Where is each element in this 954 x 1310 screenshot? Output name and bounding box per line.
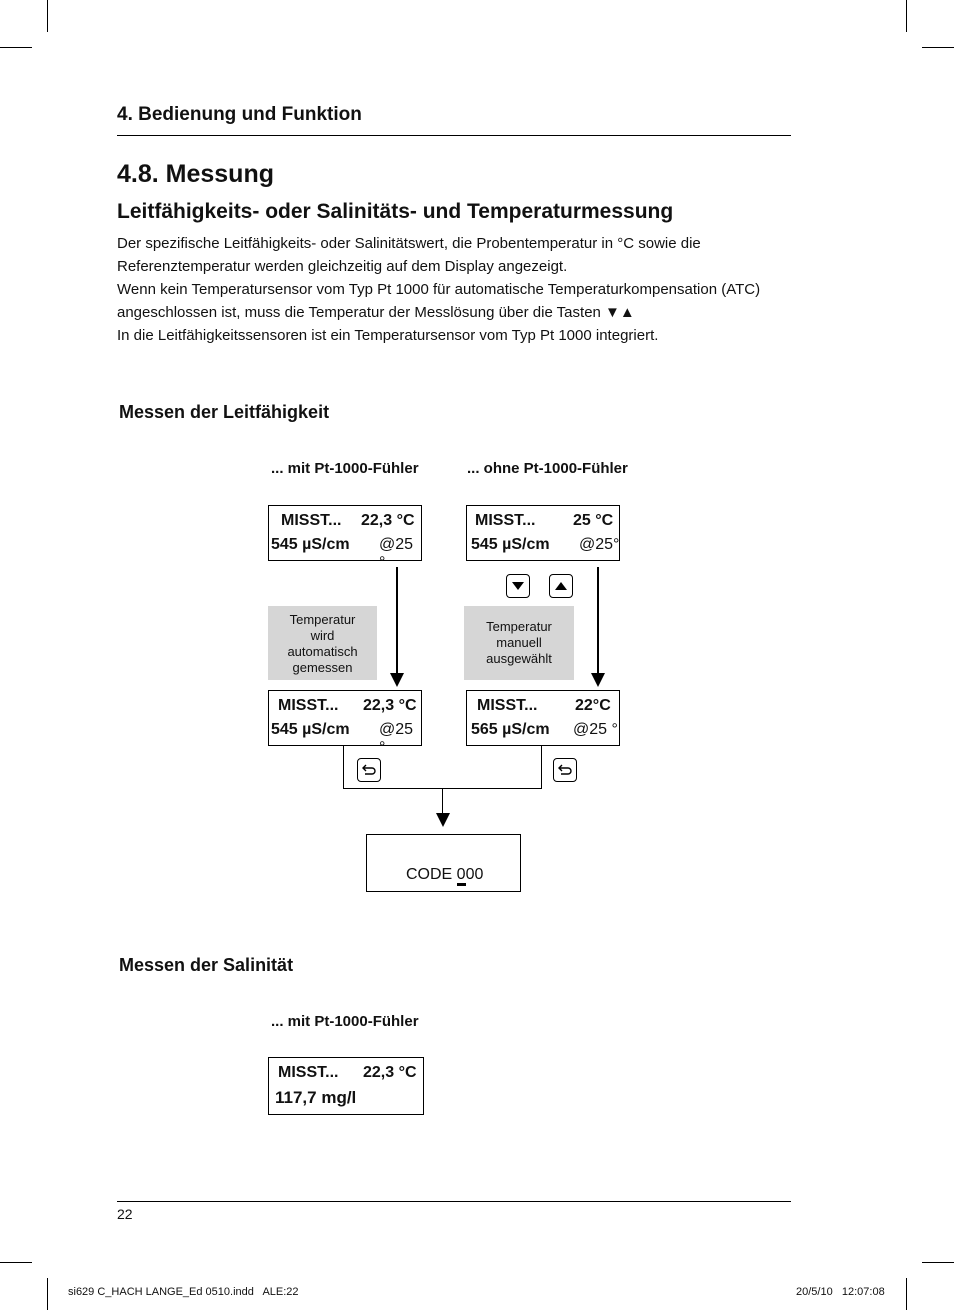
note-line: Temperatur (486, 619, 552, 634)
display-value: 565 µS/cm (471, 721, 550, 738)
display-temperature: 25 °C (573, 512, 614, 529)
display-value: 545 µS/cm (271, 721, 350, 738)
connector-left (343, 746, 344, 789)
connector-right (541, 746, 542, 789)
footer-rule (117, 1201, 791, 1202)
crop-mark (0, 1262, 32, 1263)
display-temperature: 22°C (575, 697, 611, 714)
enter-return-icon (553, 758, 577, 782)
display-value: 545 µS/cm (271, 536, 350, 553)
page-title: 4.8. Messung (117, 160, 274, 188)
note-line: ausgewählt (486, 651, 552, 666)
display-status: MISST... (475, 512, 536, 529)
column-label-with-sensor: ... mit Pt-1000-Fühler (271, 1013, 419, 1030)
crop-mark (47, 1278, 48, 1310)
code-prefix: CODE (406, 866, 457, 883)
header-rule (117, 135, 791, 136)
file-info: si629 C_HACH LANGE_Ed 0510.indd ALE:22 (68, 1286, 299, 1298)
up-arrow-key-icon (549, 574, 573, 598)
display-reference: @25 ° (573, 721, 618, 738)
crop-mark (922, 1262, 954, 1263)
crop-mark (906, 0, 907, 32)
flow-arrow-icon (591, 673, 605, 687)
display-status: MISST... (477, 697, 538, 714)
display-status: MISST... (278, 697, 339, 714)
display-temperature: 22,3 °C (361, 512, 415, 529)
display-without-sensor-bottom (466, 690, 620, 746)
down-arrow-key-icon (506, 574, 530, 598)
note-manual-temperature (464, 606, 574, 680)
flow-line (396, 567, 398, 674)
note-line: wird (310, 628, 335, 643)
code-rest: 00 (465, 866, 484, 883)
salinity-heading: Messen der Salinität (119, 955, 294, 975)
crop-mark (47, 0, 48, 32)
paragraph: In die Leitfähigkeitssensoren ist ein Temperatursensor vom Typ Pt 1000 integriert. (117, 327, 659, 344)
crop-mark (0, 47, 32, 48)
section-header: 4. Bedienung und Funktion (117, 104, 362, 125)
note-line: gemessen (292, 660, 353, 675)
note-auto-temperature (268, 606, 377, 680)
connector-down (442, 788, 443, 814)
flow-line (597, 567, 599, 674)
enter-return-icon (357, 758, 381, 782)
display-status: MISST... (278, 1064, 339, 1081)
paragraph: Wenn kein Temperatursensor vom Typ Pt 1000 für automatische Temperaturkompensation (ATC) angeschlossen ist, muss die Temperatur der Messlösung über die Tasten ▼▲ (117, 281, 761, 321)
display-value: 545 µS/cm (471, 536, 550, 553)
display-salinity (268, 1057, 424, 1115)
intro-text (117, 232, 791, 347)
display-without-sensor-top (466, 505, 620, 561)
flow-arrow-icon (436, 813, 450, 827)
display-reference: @25 ° (379, 721, 414, 756)
note-line: manuell (496, 635, 542, 650)
crop-mark (906, 1278, 907, 1310)
crop-mark (922, 47, 954, 48)
page-number: 22 (117, 1206, 133, 1222)
display-with-sensor-bottom (268, 690, 422, 756)
paragraph: Der spezifische Leitfähigkeits- oder Salinitätswert, die Probentemperatur in °C sowie die Referenztemperatur werden gleichzeitig auf dem Display angezeigt. (117, 235, 701, 275)
flow-arrow-icon (390, 673, 404, 687)
timestamp: 20/5/10 12:07:08 (796, 1286, 885, 1298)
column-label-without-sensor: ... ohne Pt-1000-Fühler (467, 460, 628, 477)
display-with-sensor-top (268, 505, 422, 571)
note-line: automatisch (287, 644, 358, 659)
note-line: Temperatur (289, 612, 356, 627)
display-reference: @25° (579, 536, 620, 553)
page-subtitle: Leitfähigkeits- oder Salinitäts- und Temperaturmessung (117, 200, 674, 223)
display-status: MISST... (281, 512, 342, 529)
code-text (406, 866, 483, 884)
column-label-with-sensor: ... mit Pt-1000-Fühler (271, 460, 419, 477)
display-temperature: 22,3 °C (363, 1064, 417, 1081)
display-reference: @25 ° (379, 536, 414, 571)
code-cursor-digit: 0 (457, 866, 466, 886)
conductivity-heading: Messen der Leitfähigkeit (119, 402, 330, 422)
code-display (366, 834, 521, 892)
display-temperature: 22,3 °C (363, 697, 417, 714)
display-value: 117,7 mg/l (275, 1088, 357, 1107)
